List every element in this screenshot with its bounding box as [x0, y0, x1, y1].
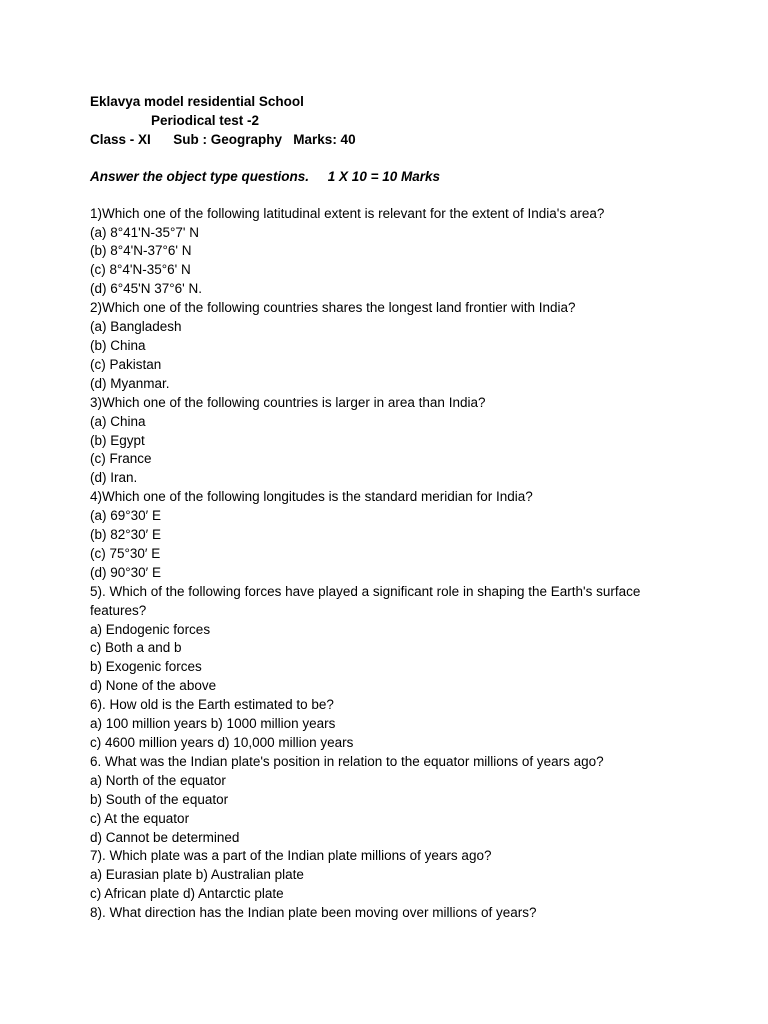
option: a) Endogenic forces [90, 621, 211, 637]
question-5: 5). Which of the following forces have played a significant role in shaping the Earth's surface [90, 583, 641, 599]
option: c) At the equator [90, 810, 190, 826]
option: a) Eurasian plate b) Australian plate [90, 867, 304, 883]
document-page [90, 93, 730, 923]
question-5-continued: features? [90, 602, 147, 618]
option: (c) Pakistan [90, 356, 162, 372]
question-1: 1)Which one of the following latitudinal extent is relevant for the extent of India's area? [90, 205, 605, 221]
school-name: Eklavya model residential School [90, 94, 304, 109]
option: (b) China [90, 337, 146, 353]
option: b) Exogenic forces [90, 659, 202, 675]
questions-list [90, 205, 730, 923]
question-6: 6). How old is the Earth estimated to be? [90, 697, 334, 713]
option: c) African plate d) Antarctic plate [90, 886, 284, 902]
question-7: 7). Which plate was a part of the Indian plate millions of years ago? [90, 848, 492, 864]
class-subject-marks: Class - XI Sub : Geography Marks: 40 [90, 131, 356, 147]
option: (d) Iran. [90, 470, 138, 486]
option: (b) 82°30′ E [90, 527, 161, 543]
option: b) South of the equator [90, 791, 229, 807]
option: (b) Egypt [90, 432, 145, 448]
question-2: 2)Which one of the following countries shares the longest land frontier with India? [90, 300, 576, 316]
option: (a) 69°30′ E [90, 508, 161, 524]
option: (d) Myanmar. [90, 375, 170, 391]
option: c) 4600 million years d) 10,000 million years [90, 735, 354, 750]
option: a) 100 million years b) 1000 million years [90, 716, 336, 732]
test-title: Periodical test -2 [151, 112, 260, 128]
option: (c) 75°30′ E [90, 545, 161, 561]
option: (d) 90°30′ E [90, 564, 161, 580]
option: a) North of the equator [90, 772, 226, 788]
option: (a) 8°41'N-35°7' N [90, 224, 199, 240]
option: (d) 6°45'N 37°6' N. [90, 281, 203, 297]
option: (b) 8°4'N-37°6' N [90, 243, 192, 259]
option: d) Cannot be determined [90, 829, 240, 845]
question-6b: 6. What was the Indian plate's position in relation to the equator millions of years ago? [90, 753, 604, 769]
question-4: 4)Which one of the following longitudes is the standard meridian for India? [90, 489, 533, 505]
question-3: 3)Which one of the following countries is larger in area than India? [90, 394, 486, 410]
option: d) None of the above [90, 678, 217, 694]
option: (c) France [90, 451, 152, 467]
instructions: Answer the object type questions. 1 X 10 = 10 Marks [90, 168, 440, 184]
option: c) Both a and b [90, 640, 182, 656]
question-8: 8). What direction has the Indian plate been moving over millions of years? [90, 905, 537, 921]
option: (a) Bangladesh [90, 319, 182, 335]
option: (a) China [90, 413, 146, 429]
option: (c) 8°4'N-35°6' N [90, 262, 191, 278]
